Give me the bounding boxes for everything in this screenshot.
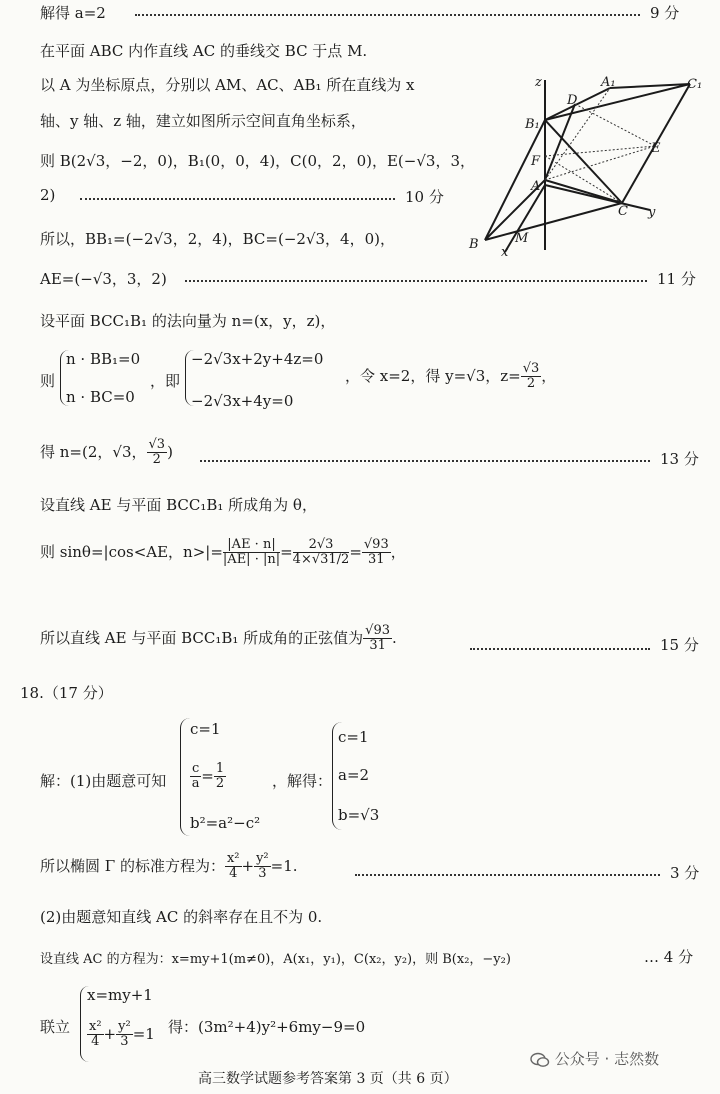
- fig-label-y: y: [648, 205, 656, 220]
- equation: b=√3: [338, 806, 380, 824]
- line-angle-theta: 设直线 AE 与平面 BCC₁B₁ 所成角为 θ，: [40, 496, 317, 514]
- line-sine-value: 所以直线 AE 与平面 BCC₁B₁ 所成角的正弦值为 $\frac{√93}{31}$ .: [40, 623, 397, 654]
- fig-label-e: E: [651, 141, 661, 156]
- line-solved: ，解得：: [272, 772, 333, 790]
- equation: n · BC=0: [66, 388, 135, 406]
- line-vector-ae: AE=(−√3，3，2): [40, 270, 167, 288]
- system-brace: [180, 718, 190, 836]
- score-label: 11 分: [657, 270, 696, 288]
- fig-label-d: D: [567, 93, 578, 108]
- fig-label-b1: B₁: [525, 117, 540, 132]
- line-normal-result: 得 n=(2，√3， $\frac{√3}{2}$ ): [40, 437, 173, 468]
- equation: c=1: [190, 720, 221, 738]
- fig-label-x: x: [501, 245, 509, 260]
- line-normal-vector: 设平面 BCC₁B₁ 的法向量为 n=(x，y，z)，: [40, 312, 336, 330]
- fig-label-z: z: [535, 75, 542, 90]
- equation: −2√3x+4y=0: [191, 392, 294, 410]
- line-axes: 轴、y 轴、z 轴，建立如图所示空间直角坐标系，: [40, 112, 366, 130]
- edge-b-c: [485, 203, 622, 240]
- line-let-x: ，令 x=2，得 y=√3，z= $\frac{√3}{2}$ ，: [345, 361, 557, 392]
- equation: b²=a²−c²: [190, 814, 261, 832]
- wechat-icon: [530, 1052, 550, 1068]
- fig-label-m: M: [515, 231, 529, 246]
- line-simultaneous: 联立: [40, 1018, 71, 1036]
- fig-label-a: A: [531, 179, 541, 194]
- equation: c=1: [338, 728, 369, 746]
- line-part-2: (2)由题意知直线 AC 的斜率存在且不为 0.: [40, 908, 323, 926]
- score-label: 10 分: [405, 188, 444, 206]
- equation: $\frac{c}{a}$ = $\frac{1}{2}$: [191, 761, 225, 792]
- y-axis: [545, 185, 650, 210]
- prism-figure: [465, 70, 720, 270]
- equation: −2√3x+2y+4z=0: [191, 350, 324, 368]
- line-coordinates-cont: 2): [40, 186, 56, 204]
- line-then: 则: [40, 372, 56, 390]
- dot-leader: [355, 874, 660, 876]
- problem-18-heading: 18.（17 分）: [20, 684, 113, 702]
- line-vectors: 所以，BB₁=(−2√3，2，4)，BC=(−2√3，4，0)，: [40, 230, 395, 248]
- fig-label-a1: A₁: [601, 75, 616, 90]
- score-label: 3 分: [670, 864, 700, 882]
- page-footer: 高三数学试题参考答案第 3 页（共 6 页）: [198, 1071, 458, 1087]
- score-label: 13 分: [660, 450, 699, 468]
- equation: x=my+1: [87, 986, 153, 1004]
- dashed-f-c: [545, 156, 622, 203]
- score-label: … 4 分: [644, 948, 694, 966]
- score-label: 15 分: [660, 636, 699, 654]
- equation: $\frac{\text{x²}}{4}$ + $\frac{\text{y²}}{3}$ =1: [89, 1019, 155, 1050]
- score-label: 9 分: [650, 4, 680, 22]
- watermark: 公众号 · 志然数: [530, 1048, 659, 1069]
- fig-label-c1: C₁: [687, 77, 703, 92]
- line-quadratic: 得：(3m²+4)y²+6my−9=0: [168, 1018, 366, 1036]
- dot-leader: [185, 280, 647, 282]
- dot-leader: [200, 460, 650, 462]
- fig-label-c: C: [618, 204, 628, 219]
- line-origin: 以 A 为坐标原点，分别以 AM、AC、AB₁ 所在直线为 x: [40, 76, 415, 94]
- line-solve-a: 解得 a=2: [40, 4, 106, 22]
- dot-leader: [470, 648, 650, 650]
- dashed-d-e: [575, 104, 655, 146]
- line-known-conditions: 解：(1)由题意可知: [40, 772, 167, 790]
- equation: n · BB₁=0: [66, 350, 141, 368]
- dot-leader: [135, 14, 640, 16]
- line-that-is: ，即: [150, 372, 181, 390]
- line-sine-formula: 则 sinθ=|cos<AE，n>|= $\frac{|AE \cdot n|}{|AE| \cdot |n|}$ = $\frac{2√3}{4\times√31/2}$ = $\frac{√93}{31}$ ，: [40, 537, 406, 568]
- edge-b1-a1: [545, 88, 610, 120]
- line-coordinates: 则 B(2√3，−2，0)，B₁(0，0，4)，C(0，2，0)，E(−√3，3，: [40, 152, 475, 170]
- dot-leader: [80, 198, 395, 200]
- line-ellipse-equation: 所以椭圆 Γ 的标准方程为： $\frac{\text{x²}}{4}$ + $\frac{\text{y²}}{3}$ =1.: [40, 851, 298, 882]
- dashed-a-a1: [545, 88, 610, 180]
- fig-label-f: F: [531, 154, 541, 169]
- line-perpendicular: 在平面 ABC 内作直线 AC 的垂线交 BC 于点 M.: [40, 42, 368, 60]
- equation: a=2: [338, 766, 370, 784]
- fig-label-b: B: [469, 237, 479, 252]
- line-line-ac: 设直线 AC 的方程为：x=my+1(m≠0)，A(x₁，y₁)，C(x₂，y₂)，则 B(x₂，−y₂): [40, 952, 511, 967]
